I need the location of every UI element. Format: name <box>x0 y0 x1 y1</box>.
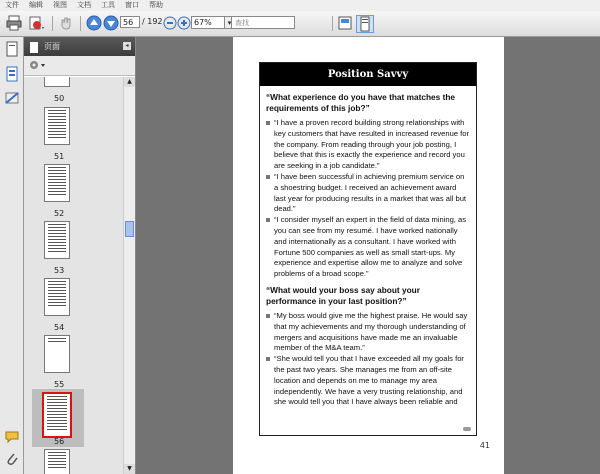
page-thumbnail-56[interactable] <box>42 392 72 438</box>
bullet-icon <box>266 121 270 125</box>
answer-text: “My boss would give me the highest praise. He would say that my achievements and my thorough understanding of mergers and acquisitions have made me an invaluable member of the M&A team.” <box>274 310 468 353</box>
answer-text: “I consider myself an expert in the field of data mining, as you can see from my resumé. I have worked nationally and internationally as a consultant. I have worked with Fortune 500 companies as well as small start-ups. My experience and expertise allow me to analyze and solve problems of a broad scope.” <box>274 215 467 279</box>
answer-item <box>266 354 470 408</box>
menu-view[interactable]: 视图 <box>53 1 67 9</box>
pages-panel-header <box>24 37 135 56</box>
navigation-rail <box>0 37 24 474</box>
menu-document[interactable]: 文档 <box>77 1 91 9</box>
page-thumbnail-53[interactable] <box>44 221 70 259</box>
page-label-52: 52 <box>54 209 65 218</box>
document-page <box>233 37 504 474</box>
answer-text: “I have a proven record building strong relationships with key customers that have resulted in increased revenue for the company. From reading through your job posting, I believe that this is exactly the experience and record you are seeking in a job candidate.” <box>274 118 470 171</box>
page-number-input[interactable]: 56 <box>120 16 140 28</box>
zoom-in-icon[interactable] <box>176 15 192 31</box>
page-label-51: 51 <box>54 152 65 161</box>
answer-item <box>266 118 470 172</box>
next-page-icon[interactable] <box>103 15 119 31</box>
continue-arrow-icon <box>463 427 471 431</box>
bullet-icon <box>266 357 270 361</box>
menu-file[interactable]: 文件 <box>5 1 19 9</box>
page-thumbnail-51[interactable] <box>44 107 70 145</box>
thumbnail-scrollbar[interactable] <box>123 77 135 474</box>
question-1: “What experience do you have that matches the requirements of this job?” <box>266 92 456 113</box>
find-input[interactable]: 查找 <box>231 16 295 29</box>
options-gear-icon[interactable] <box>28 59 46 74</box>
toolbar <box>0 11 600 37</box>
print-icon[interactable] <box>6 15 22 31</box>
page-label-54: 54 <box>54 323 65 332</box>
zoom-dropdown-chevron-icon[interactable]: ▾ <box>225 16 235 29</box>
bookmarks-icon[interactable] <box>4 66 20 85</box>
position-savvy-box <box>259 62 477 436</box>
menu-edit[interactable]: 编辑 <box>29 1 43 9</box>
page-thumbnails[interactable] <box>24 77 124 474</box>
signatures-icon[interactable] <box>4 90 20 109</box>
answer-text: “She would tell you that I have exceeded all my goals for the past two years. She manages me from an off-site location and depends on me to manage my area independently. We have a very trusting relationship, and she would tell you that I have always been reliable and <box>274 354 464 407</box>
answer-item <box>266 311 470 354</box>
document-viewer[interactable] <box>136 37 600 474</box>
page-label-50: 50 <box>54 94 65 103</box>
scroll-down-arrow-icon[interactable]: ▼ <box>124 464 135 474</box>
page-thumbnail-54[interactable] <box>44 278 70 316</box>
answer-item <box>266 215 470 280</box>
pages-panel-icon[interactable] <box>4 41 20 60</box>
scroll-up-arrow-icon[interactable]: ▲ <box>124 77 135 87</box>
fit-width-icon[interactable] <box>356 15 374 33</box>
menu-window[interactable]: 窗口 <box>125 1 139 9</box>
bullet-icon <box>266 218 270 222</box>
page-thumbnail-55[interactable] <box>44 335 70 373</box>
collapse-panel-icon[interactable]: ◂ <box>123 42 131 50</box>
page-label-56: 56 <box>54 437 65 446</box>
answer-text: “I have been successful in achieving premium service on a shoestring budget. I received an achievement award last year for producing results in a market that was all but dead.” <box>274 171 467 214</box>
page-label-55: 55 <box>54 380 65 389</box>
toolbar-separator <box>52 16 53 31</box>
page-label-53: 53 <box>54 266 65 275</box>
pages-panel <box>24 37 136 474</box>
zoom-level-field[interactable]: 67% <box>191 16 225 29</box>
attachments-icon[interactable] <box>4 451 20 470</box>
page-thumbnail-57[interactable] <box>44 449 70 474</box>
panel-options-bar <box>24 56 135 76</box>
page-number: 41 <box>479 441 490 450</box>
pages-panel-title: 页面 <box>44 42 60 51</box>
toolbar-separator <box>332 16 333 31</box>
box-title: Position Savvy <box>260 63 476 86</box>
answer-item <box>266 172 470 215</box>
question-2: “What would your boss say about your performance in your last position?” <box>266 284 420 306</box>
fit-page-icon[interactable] <box>337 15 353 31</box>
page-thumbnail-52[interactable] <box>44 164 70 202</box>
menu-tools[interactable]: 工具 <box>101 1 115 9</box>
page-count: / 192 <box>142 17 163 26</box>
menu-help[interactable]: 帮助 <box>149 1 163 9</box>
previous-page-icon[interactable] <box>86 15 102 31</box>
menu-bar <box>0 0 600 11</box>
page-thumbnail-50[interactable] <box>44 77 70 87</box>
scrollbar-thumb[interactable] <box>125 221 134 237</box>
comments-icon[interactable] <box>4 429 20 448</box>
toolbar-separator <box>80 16 81 31</box>
hand-icon[interactable] <box>58 15 74 31</box>
create-pdf-icon[interactable] <box>28 15 44 31</box>
bullet-icon <box>266 175 270 179</box>
bullet-icon <box>266 314 270 318</box>
